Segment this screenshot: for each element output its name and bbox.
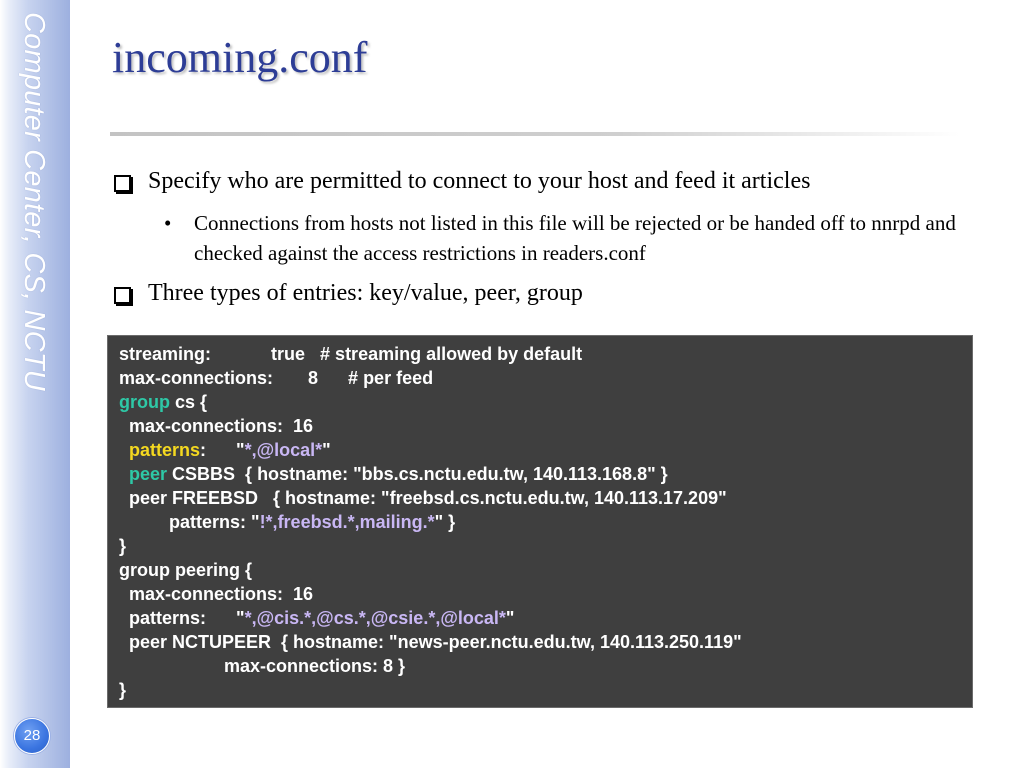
code-line: max-connections: 8 } (119, 656, 406, 676)
code-line: peer FREEBSD { hostname: "freebsd.cs.nctu.edu.tw, 140.113.17.209" (119, 488, 727, 508)
code-line (119, 390, 972, 414)
code-text: patterns: " (119, 512, 260, 532)
bullet-text: Three types of entries: key/value, peer, group (148, 280, 583, 306)
code-string: *,@cis.*,@cs.*,@csie.*,@local* (244, 608, 506, 628)
code-keyword: peer (129, 464, 168, 484)
code-line: peer NCTUPEER { hostname: "news-peer.nctu.edu.tw, 140.113.250.119" (119, 632, 742, 652)
code-block (107, 335, 973, 708)
code-line (119, 606, 972, 630)
checkbox-square-icon (114, 175, 131, 192)
code-line: streaming: true # streaming allowed by default (119, 344, 583, 364)
code-text: cs { (170, 392, 208, 412)
code-string: !*,freebsd.*,mailing.* (259, 512, 435, 532)
slide-title: incoming.conf (112, 33, 368, 82)
code-keyword: group (119, 392, 170, 412)
page-number-badge: 28 (14, 718, 50, 754)
sidebar-label: Computer Center, CS, NCTU (18, 12, 50, 391)
bullet-item (114, 168, 810, 195)
code-line: } (119, 536, 127, 556)
code-keyword: patterns (129, 440, 201, 460)
bullet-dot: • (164, 211, 172, 235)
sidebar (0, 0, 70, 768)
code-text: " (322, 440, 331, 460)
code-text: " (505, 608, 515, 628)
code-line (119, 510, 972, 534)
code-text: : " (200, 440, 245, 460)
title-divider (110, 132, 960, 136)
code-text: " } (434, 512, 456, 532)
sub-bullet-item (164, 208, 964, 268)
checkbox-square-icon (114, 287, 131, 304)
code-line (119, 462, 972, 486)
sub-bullet-text: Connections from hosts not listed in this file will be rejected or be handed off to nnrpd and checked against the access restrictions in readers.conf (194, 211, 956, 265)
code-text: CSBBS { hostname: "bbs.cs.nctu.edu.tw, 140.113.168.8" } (167, 464, 668, 484)
code-line: max-connections: 16 (119, 584, 314, 604)
code-line: } (119, 680, 127, 700)
code-line: max-connections: 16 (119, 416, 314, 436)
code-line: max-connections: 8 # per feed (119, 368, 434, 388)
code-line: group peering { (119, 560, 253, 580)
code-line (119, 438, 972, 462)
code-string: *,@local* (244, 440, 323, 460)
bullet-item (114, 280, 583, 307)
bullet-text: Specify who are permitted to connect to your host and feed it articles (148, 168, 811, 194)
code-text: patterns: " (119, 608, 245, 628)
